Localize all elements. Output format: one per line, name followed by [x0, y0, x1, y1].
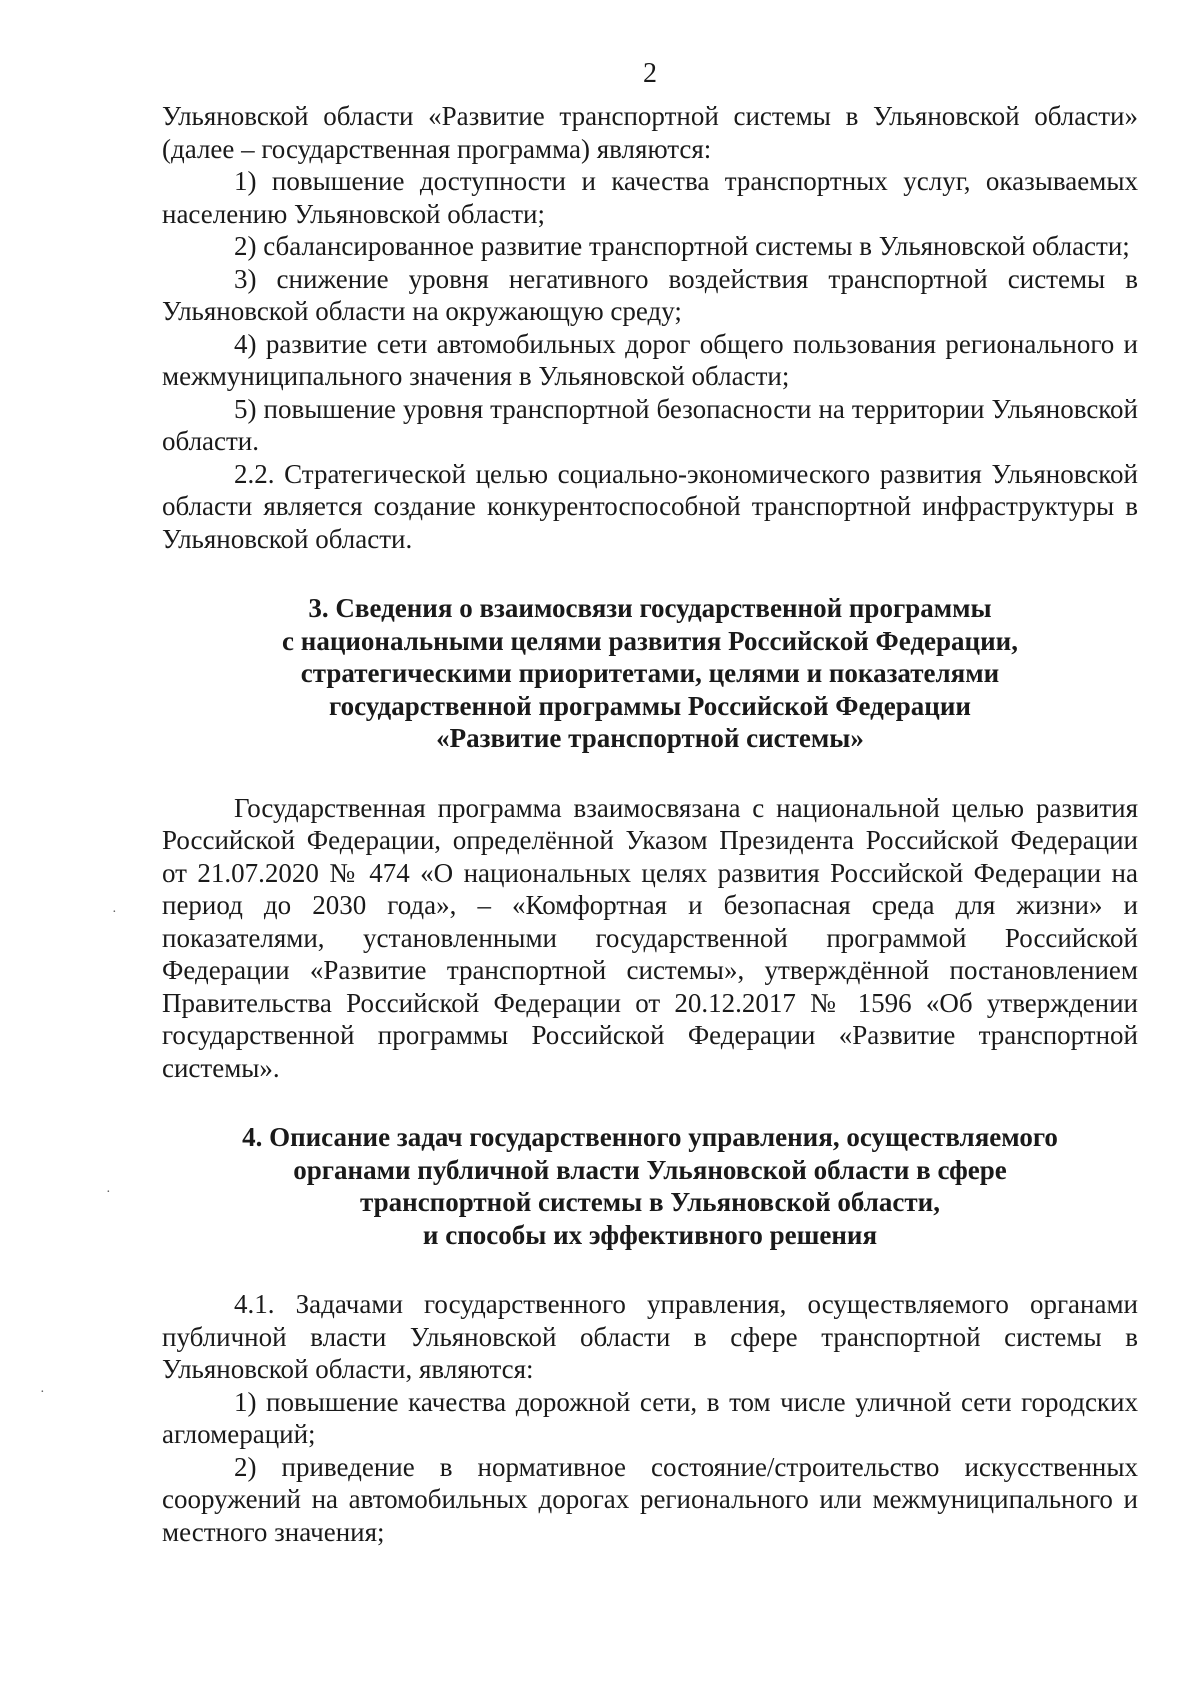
- heading-line: с национальными целями развития Российской Федерации,: [282, 625, 1018, 656]
- section-3-paragraph: Государственная программа взаимосвязана с национальной целью развития Российской Федерации, определённой Указом Президента Российской Федерации от 21.07.2020 № 474 «О национальных целях развития Российской Федерации на период до 2030 года», – «Комфортная и безопасная среда для жизни» и показателями, установленными государственной программой Российской Федерации «Развитие транспортной системы», утверждённой постановлением Правительства Российской Федерации от 20.12.2017 № 1596 «Об утверждении государственной программы Российской Федерации «Развитие транспортной системы».: [162, 792, 1138, 1083]
- document-body: [162, 100, 1138, 1548]
- page-number: 2: [643, 58, 657, 89]
- intro-list-item: 4) развитие сети автомобильных дорог общего пользования регионального и межмуниципального значения в Ульяновской области;: [162, 328, 1138, 391]
- intro-block: [162, 100, 1138, 555]
- intro-list-item: 3) снижение уровня негативного воздействия транспортной системы в Ульяновской области на окружающую среду;: [162, 263, 1138, 326]
- heading-line: 4. Описание задач государственного управления, осуществляемого: [242, 1122, 1058, 1152]
- intro-list-item: 1) повышение доступности и качества транспортных услуг, оказываемых населению Ульяновской области;: [162, 166, 1138, 229]
- section-3-body: [162, 792, 1138, 1085]
- heading-line: государственной программы Российской Федерации: [329, 690, 971, 721]
- heading-line: органами публичной власти Ульяновской области в сфере: [293, 1154, 1007, 1185]
- heading-line: «Развитие транспортной системы»: [436, 723, 864, 753]
- intro-paragraph: Ульяновской области «Развитие транспортной системы в Ульяновской области» (далее – государственная программа) являются:: [162, 101, 1138, 164]
- heading-line: 3. Сведения о взаимосвязи государственной программы: [308, 593, 992, 623]
- section-3-heading: [162, 592, 1138, 755]
- strategic-goal-paragraph: 2.2. Стратегической целью социально-экономического развития Ульяновской области является создание конкурентоспособной транспортной инфраструктуры в Ульяновской области.: [162, 458, 1138, 554]
- heading-line: и способы их эффективного решения: [422, 1219, 878, 1250]
- intro-list-item: 2) сбалансированное развитие транспортной системы в Ульяновской области;: [234, 231, 1130, 261]
- section-4-paragraph: 4.1. Задачами государственного управления, осуществляемого органами публичной власти Ульяновской области в сфере транспортной системы в Ульяновской области, являются:: [162, 1289, 1138, 1384]
- heading-line: транспортной системы в Ульяновской области,: [360, 1187, 940, 1217]
- scan-speck: ·: [112, 905, 117, 920]
- section-4-heading: [162, 1121, 1138, 1251]
- intro-list-item: 5) повышение уровня транспортной безопасности на территории Ульяновской области.: [162, 393, 1138, 456]
- heading-line: стратегическими приоритетами, целями и показателями: [300, 658, 1000, 688]
- scan-speck: ·: [40, 1385, 45, 1400]
- section-4-body: [162, 1288, 1138, 1548]
- section-4-list-item: 1) повышение качества дорожной сети, в том числе уличной сети городских агломераций;: [162, 1386, 1138, 1449]
- scan-speck: ·: [106, 1185, 111, 1200]
- section-4-list-item: 2) приведение в нормативное состояние/строительство искусственных сооружений на автомобильных дорогах регионального или межмуниципального и местного значения;: [162, 1451, 1138, 1547]
